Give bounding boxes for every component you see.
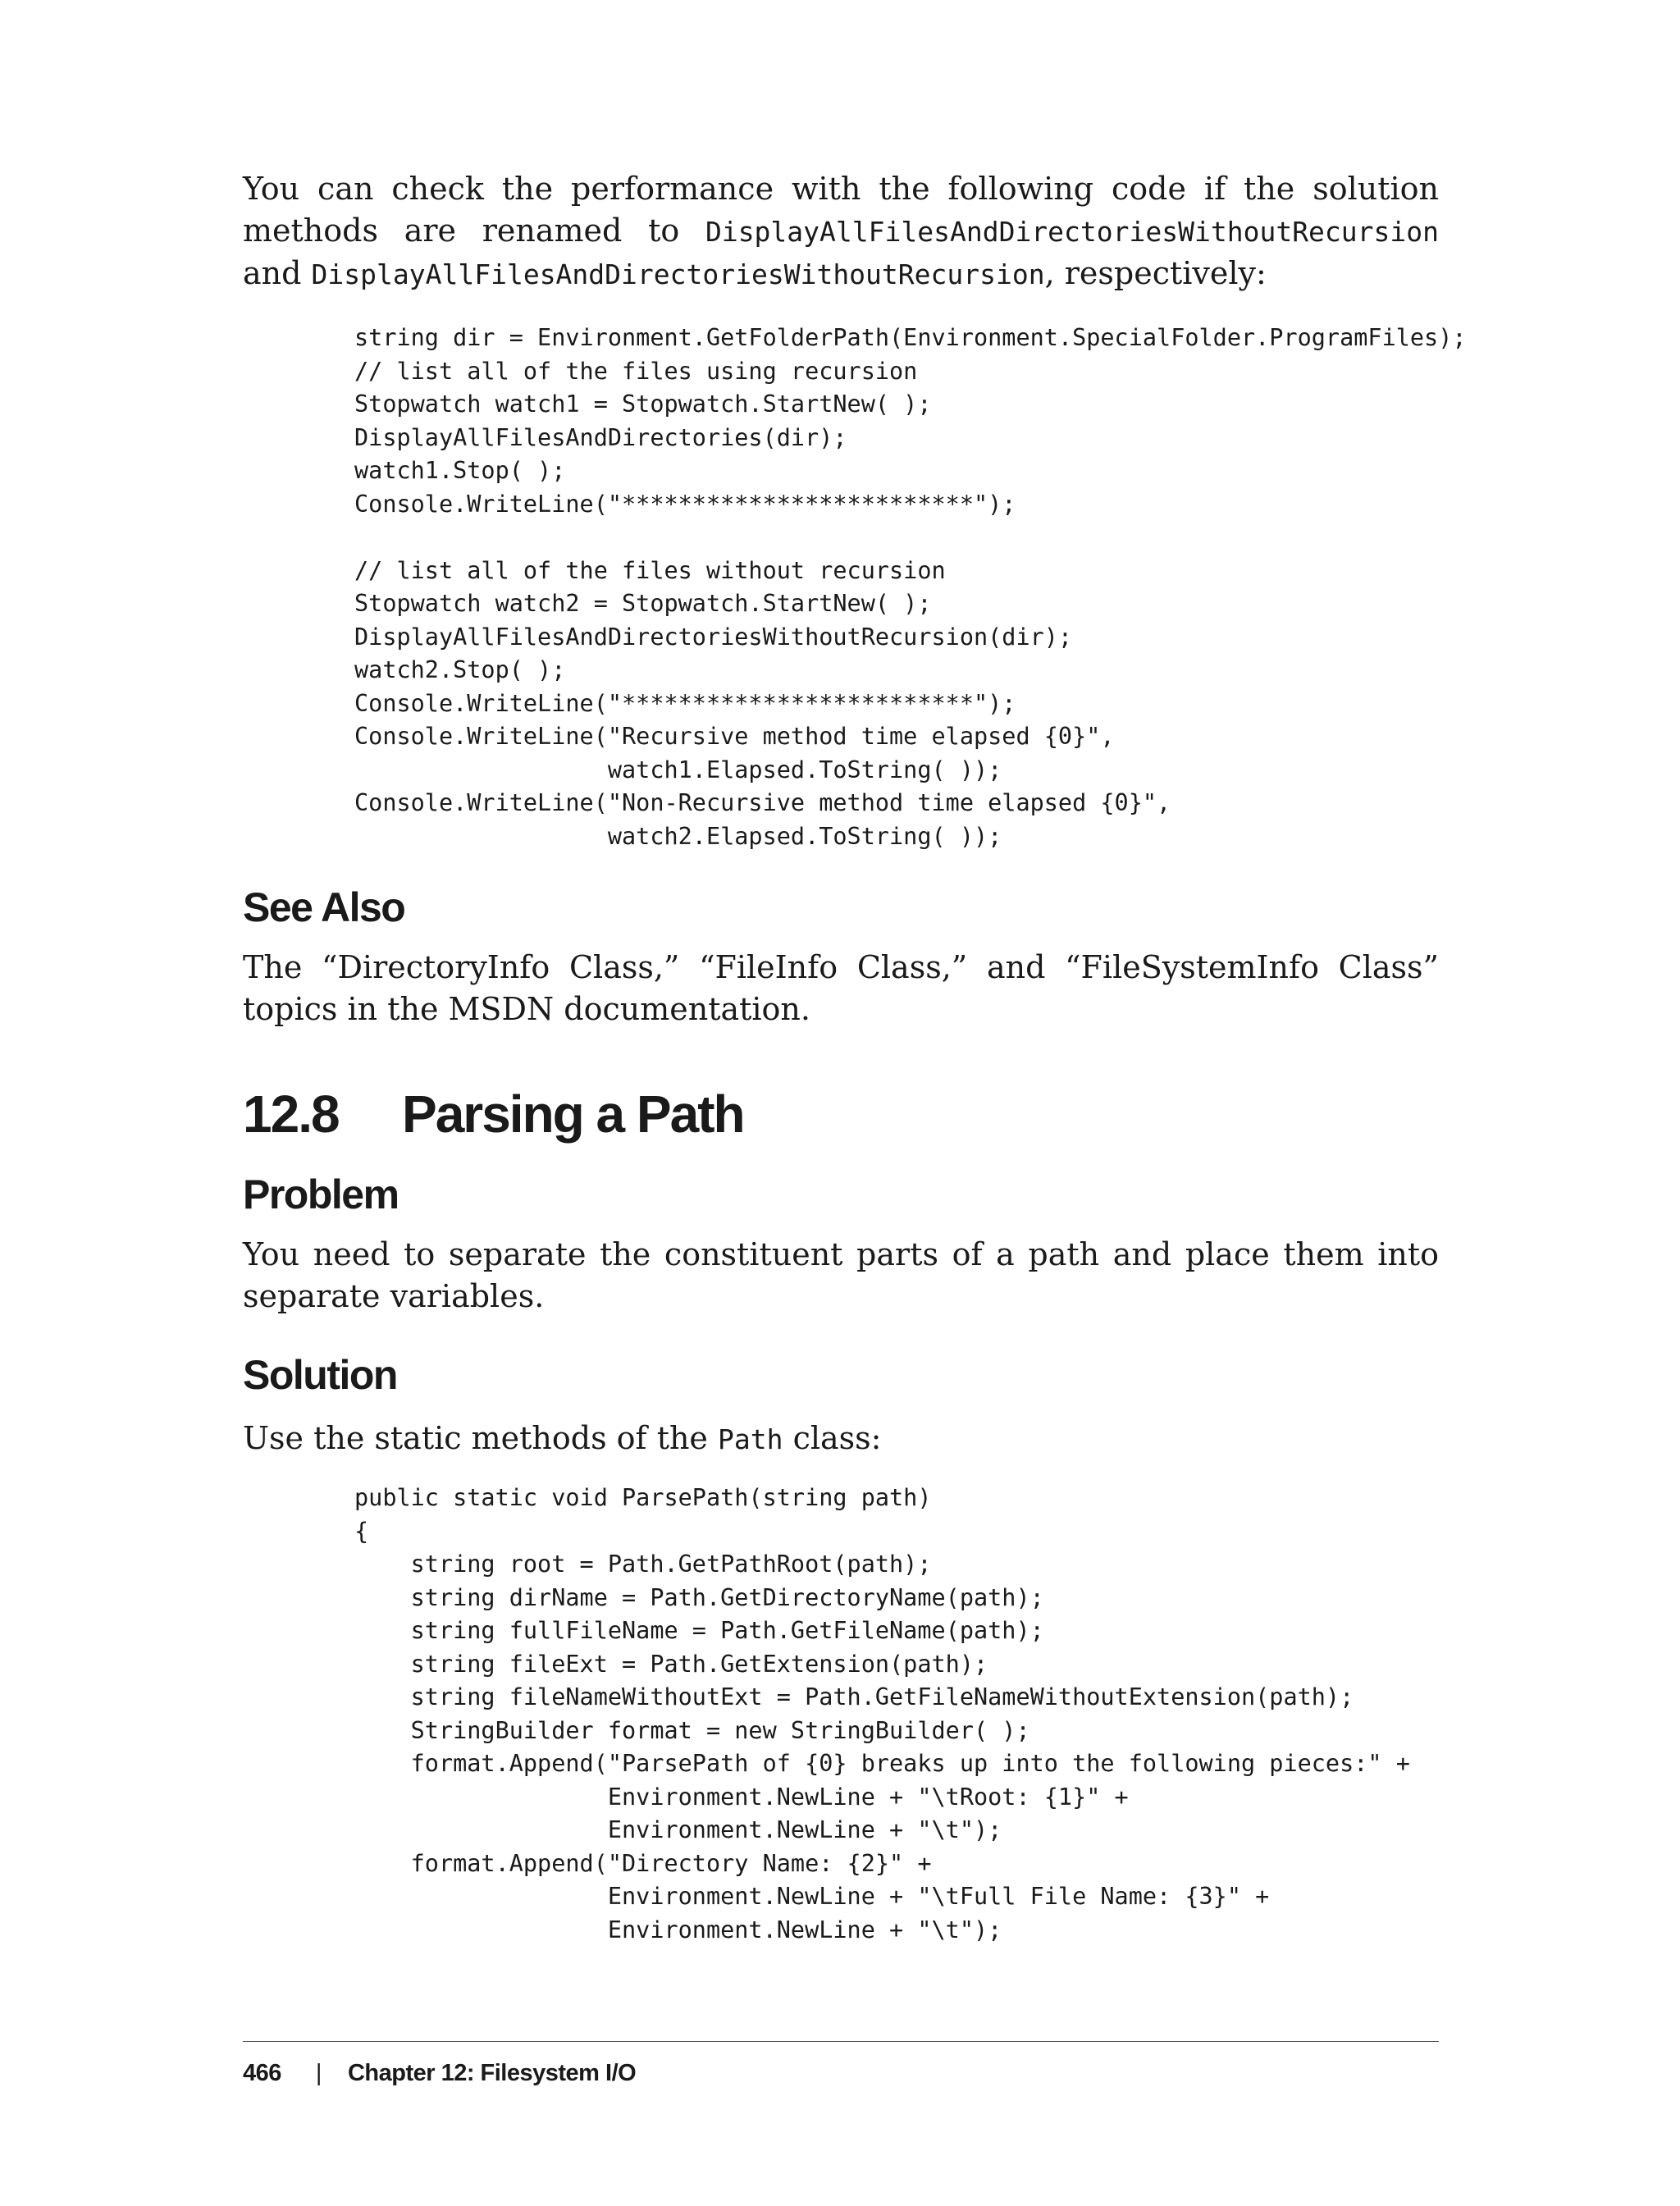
page-footer — [243, 2041, 1439, 2087]
intro-code-a: DisplayAllFilesAndDirectoriesWithoutRecursion — [705, 216, 1439, 248]
intro-paragraph — [243, 168, 1439, 295]
solution-code: Path — [718, 1423, 783, 1455]
see-also-paragraph: The “DirectoryInfo Class,” “FileInfo Class,” and “FileSystemInfo Class” topics in the MSDN documentation. — [243, 949, 1439, 1027]
recipe-number: 12.8 — [243, 1085, 339, 1144]
intro-code-b: DisplayAllFilesAndDirectoriesWithoutRecursion — [311, 258, 1045, 290]
code-block-performance: string dir = Environment.GetFolderPath(Environment.SpecialFolder.ProgramFiles); // list all of the files using recursion Stopwatch watch1 = Stopwatch.StartNew( ); DisplayAllFilesAndDirectories(dir); watch1.Stop( ); Console.WriteLine("*************************"); // list all of the files without recursion Stopwatch watch2 = Stopwatch.StartNew( ); DisplayAllFilesAndDirectoriesWithoutRecursion(dir); watch2.Stop( ); Console.WriteLine("*************************"); Console.WriteLine("Recursive method time elapsed {0}", watch1.Elapsed.ToString( )); Console.WriteLine("Non-Recursive method time elapsed {0}", watch2.Elapsed.ToString( )); — [354, 324, 1467, 850]
footer-separator: | — [315, 2060, 322, 2086]
recipe-title-text: Parsing a Path — [402, 1085, 744, 1144]
code-block-parse-path: public static void ParsePath(string path) { string root = Path.GetPathRoot(path); string dirName = Path.GetDirectoryName(path); string fullFileName = Path.GetFileName(path); string fileExt = Path.GetExtension(path); string fileNameWithoutExt = Path.GetFileNameWithoutExtension(path); StringBuilder format = new StringBuilder( ); format.Append("ParsePath of {0} breaks up into the following pieces:" + Environment.NewLine + "\tRoot: {1}" + Environment.NewLine + "\t"); format.Append("Directory Name: {2}" + Environment.NewLine + "\tFull File Name: {3}" + Environment.NewLine + "\t"); — [354, 1484, 1410, 1943]
page-number: 466 — [243, 2060, 281, 2086]
problem-paragraph: You need to separate the constituent parts of a path and place them into separate variables. — [243, 1236, 1439, 1314]
see-also-heading: See Also — [243, 884, 405, 930]
solution-heading: Solution — [243, 1352, 397, 1398]
problem-heading: Problem — [243, 1172, 399, 1217]
solution-text-after: class: — [783, 1420, 882, 1456]
recipe-title — [243, 1083, 1439, 1145]
intro-text-mid: and — [243, 255, 312, 291]
page-content — [243, 168, 1467, 1947]
intro-text-after: , respectively: — [1044, 255, 1267, 291]
chapter-title: Chapter 12: Filesystem I/O — [347, 2060, 637, 2086]
solution-text-before: Use the static methods of the — [243, 1420, 718, 1456]
solution-paragraph — [243, 1418, 1439, 1460]
intro-text-before: You can check the performance with the following code if the solution methods are renamed to — [243, 171, 1439, 249]
